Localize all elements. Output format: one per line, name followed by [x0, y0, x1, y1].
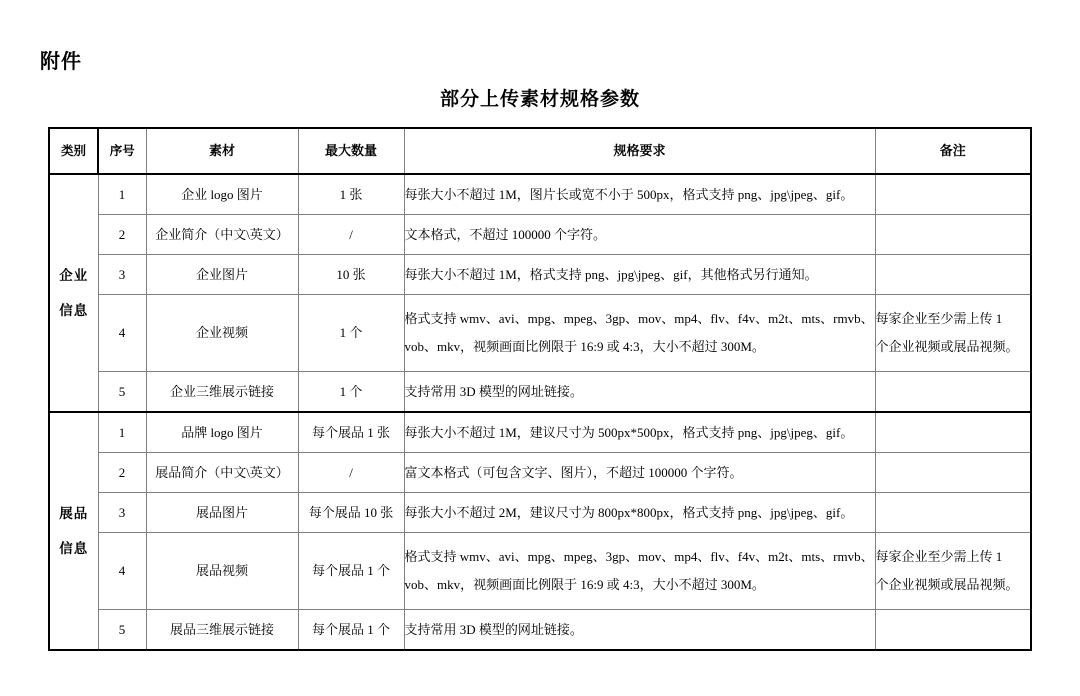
spec-requirement: 每张大小不超过 1M，建议尺寸为 500px*500px，格式支持 png、jpg\jpeg、gif。: [404, 412, 875, 453]
row-index: 4: [98, 295, 146, 372]
remark-line: 每家企业至少需上传 1: [875, 311, 1003, 327]
remark: [875, 255, 1031, 295]
max-quantity: 10 张: [298, 255, 404, 295]
table-row: [49, 412, 1031, 453]
table-row: [49, 372, 1031, 413]
category-cell-exhibit: [49, 412, 98, 650]
row-index: 5: [98, 372, 146, 413]
remark-line: 个企业视频或展品视频。: [875, 339, 1019, 354]
max-quantity: 1 张: [298, 174, 404, 215]
category-cell-enterprise: [49, 174, 98, 412]
remark: [875, 412, 1031, 453]
spec-requirement: [404, 533, 875, 610]
row-index: 1: [98, 174, 146, 215]
material-name: 展品图片: [146, 493, 298, 533]
remark: [875, 533, 1031, 610]
spec-text-block: [405, 543, 875, 599]
table-header: [49, 128, 1031, 174]
material-name: 企业视频: [146, 295, 298, 372]
row-index: 5: [98, 610, 146, 651]
table-row: [49, 453, 1031, 493]
max-quantity: 每个展品 1 张: [298, 412, 404, 453]
row-index: 3: [98, 493, 146, 533]
material-name: 品牌 logo 图片: [146, 412, 298, 453]
column-header-remark: 备注: [875, 128, 1031, 174]
remark: [875, 174, 1031, 215]
category-line: 信息: [59, 303, 89, 318]
remark: [875, 295, 1031, 372]
spec-requirement: [404, 295, 875, 372]
upload-material-spec-table: [48, 127, 1032, 651]
material-name: 企业 logo 图片: [146, 174, 298, 215]
spec-requirement: 支持常用 3D 模型的网址链接。: [404, 372, 875, 413]
category-line: 展品: [59, 505, 89, 521]
table-row: [49, 610, 1031, 651]
remark: [875, 372, 1031, 413]
table-body: [49, 174, 1031, 650]
remark: [875, 215, 1031, 255]
material-name: 企业图片: [146, 255, 298, 295]
material-name: 企业简介（中文\英文）: [146, 215, 298, 255]
table-row: [49, 493, 1031, 533]
category-line: 信息: [59, 541, 89, 556]
max-quantity: 1 个: [298, 295, 404, 372]
material-name: 企业三维展示链接: [146, 372, 298, 413]
max-quantity: 1 个: [298, 372, 404, 413]
remark: [875, 610, 1031, 651]
spec-requirement: 富文本格式（可包含文字、图片），不超过 100000 个字符。: [404, 453, 875, 493]
column-header-max-quantity: 最大数量: [298, 128, 404, 174]
spec-requirement: 支持常用 3D 模型的网址链接。: [404, 610, 875, 651]
material-name: 展品视频: [146, 533, 298, 610]
max-quantity: 每个展品 1 个: [298, 533, 404, 610]
category-line: 企业: [59, 267, 89, 283]
column-header-category: 类别: [49, 128, 98, 174]
row-index: 1: [98, 412, 146, 453]
row-index: 2: [98, 453, 146, 493]
spec-requirement: 每张大小不超过 1M，图片长或宽不小于 500px，格式支持 png、jpg\jpeg、gif。: [404, 174, 875, 215]
remark: [875, 453, 1031, 493]
spec-line: vob、mkv，视频画面比例限于 16:9 或 4:3，大小不超过 300M。: [404, 339, 765, 354]
max-quantity: /: [298, 215, 404, 255]
spec-line: 格式支持 wmv、avi、mpg、mpeg、3gp、mov、mp4、flv、f4v、m2t、mts、rmvb、: [404, 549, 874, 565]
column-header-spec-requirement: 规格要求: [404, 128, 875, 174]
max-quantity: 每个展品 10 张: [298, 493, 404, 533]
spec-table-container: [48, 127, 1030, 651]
spec-line: 格式支持 wmv、avi、mpg、mpeg、3gp、mov、mp4、flv、f4v、m2t、mts、rmvb、: [404, 311, 874, 327]
material-name: 展品简介（中文\英文）: [146, 453, 298, 493]
remark-text-block: [876, 305, 1031, 361]
row-index: 3: [98, 255, 146, 295]
spec-requirement: 文本格式，不超过 100000 个字符。: [404, 215, 875, 255]
spec-requirement: 每张大小不超过 1M，格式支持 png、jpg\jpeg、gif，其他格式另行通知。: [404, 255, 875, 295]
table-row: [49, 174, 1031, 215]
remark-line: 每家企业至少需上传 1: [875, 549, 1003, 565]
column-header-material: 素材: [146, 128, 298, 174]
remark-text-block: [876, 543, 1031, 599]
row-index: 2: [98, 215, 146, 255]
spec-text-block: [405, 305, 875, 361]
spec-requirement: 每张大小不超过 2M，建议尺寸为 800px*800px，格式支持 png、jpg\jpeg、gif。: [404, 493, 875, 533]
max-quantity: /: [298, 453, 404, 493]
max-quantity: 每个展品 1 个: [298, 610, 404, 651]
table-row: [49, 295, 1031, 372]
row-index: 4: [98, 533, 146, 610]
table-row: [49, 215, 1031, 255]
material-name: 展品三维展示链接: [146, 610, 298, 651]
table-header-row: [49, 128, 1031, 174]
remark-line: 个企业视频或展品视频。: [875, 577, 1019, 592]
table-row: [49, 533, 1031, 610]
page-title: 部分上传素材规格参数: [439, 89, 640, 110]
attachment-label: 附件: [40, 51, 82, 73]
spec-line: vob、mkv，视频画面比例限于 16:9 或 4:3，大小不超过 300M。: [404, 577, 765, 592]
remark: [875, 493, 1031, 533]
table-row: [49, 255, 1031, 295]
column-header-index: 序号: [98, 128, 146, 174]
